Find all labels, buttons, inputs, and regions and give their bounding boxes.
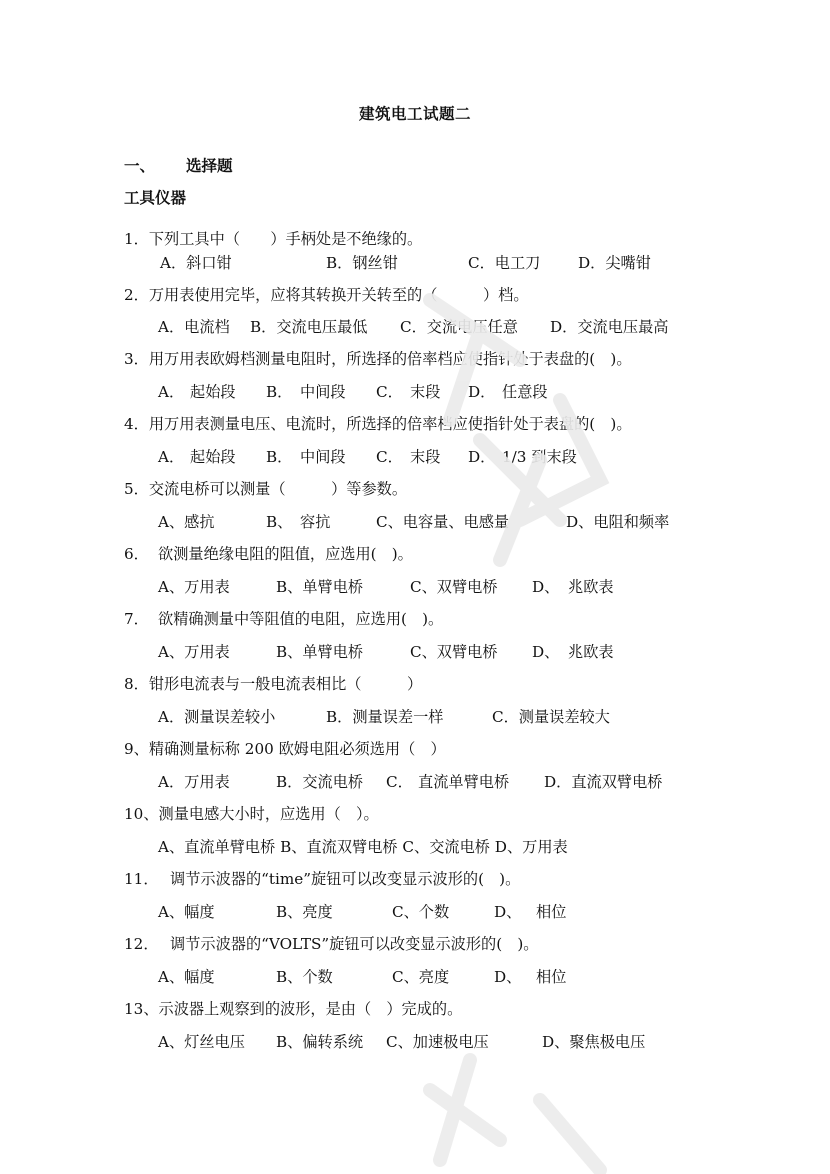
text-segment: A、灯丝电压 — [158, 1033, 245, 1051]
section-label: 选择题 — [186, 157, 233, 175]
text-segment: D、 — [494, 968, 522, 986]
question-line — [0, 608, 830, 632]
text-segment: B．钢丝钳 — [326, 254, 398, 272]
question-line — [0, 413, 830, 437]
text-segment: 10、测量电感大小时，应选用（ ）。 — [124, 805, 379, 823]
text-segment: 相位 — [536, 968, 567, 986]
text-segment: A、万用表 — [158, 643, 230, 661]
text-segment: 相位 — [536, 903, 567, 921]
options-row — [0, 901, 830, 925]
text-segment: C．交流电压任意 — [400, 318, 518, 336]
text-segment: A、幅度 — [158, 968, 215, 986]
options-row — [0, 771, 830, 795]
question-line — [0, 738, 830, 762]
question-line — [0, 836, 830, 860]
options-row — [0, 252, 830, 276]
text-segment: C．测量误差较大 — [492, 708, 610, 726]
text-segment: A．电流档 — [158, 318, 230, 336]
text-segment: 起始段 — [190, 448, 236, 466]
text-segment: B、单臂电桥 — [276, 578, 364, 596]
options-row — [0, 446, 830, 470]
question-line — [0, 933, 830, 957]
text-segment: 5．交流电桥可以测量（ ）等参数。 — [124, 480, 408, 498]
question-line — [0, 673, 830, 697]
text-segment: 11． — [124, 870, 159, 888]
text-segment: 1．下列工具中（ ）手柄处是不绝缘的。 — [124, 230, 423, 248]
text-segment: 中间段 — [300, 383, 346, 401]
text-segment: A．斜口钳 — [160, 254, 232, 272]
text-segment: C．电工刀 — [468, 254, 541, 272]
text-segment: B．测量误差一样 — [326, 708, 444, 726]
text-segment: B、 — [266, 513, 293, 531]
text-segment: 欲精确测量中等阻值的电阻，应选用( )。 — [158, 610, 444, 628]
text-segment: D． — [468, 448, 496, 466]
text-segment: D、 — [532, 643, 560, 661]
text-segment: 3．用万用表欧姆档测量电阻时，所选择的倍率档应使指针处于表盘的( )。 — [124, 350, 632, 368]
text-segment: 兆欧表 — [568, 578, 614, 596]
question-line — [0, 998, 830, 1022]
question-line — [0, 348, 830, 372]
text-segment: D、 — [494, 903, 522, 921]
text-segment: 调节示波器的“time”旋钮可以改变显示波形的( )。 — [170, 870, 521, 888]
text-segment: A． — [158, 383, 185, 401]
text-segment: B． — [266, 448, 293, 466]
text-segment: 7． — [124, 610, 149, 628]
text-segment: D、电阻和频率 — [566, 513, 670, 531]
question-line — [0, 868, 830, 892]
text-segment: B． — [266, 383, 293, 401]
text-segment: 容抗 — [300, 513, 331, 531]
subsection-heading: 工具仪器 — [124, 189, 187, 207]
text-segment: A． — [158, 448, 185, 466]
text-segment: C． — [376, 383, 403, 401]
text-segment: B、偏转系统 — [276, 1033, 364, 1051]
text-segment: B、个数 — [276, 968, 333, 986]
text-segment: 起始段 — [190, 383, 236, 401]
text-segment: 8．钳形电流表与一般电流表相比（ ） — [124, 675, 423, 693]
text-segment: 末段 — [410, 383, 441, 401]
text-segment: C、电容量、电感量 — [376, 513, 510, 531]
text-segment: C、加速极电压 — [386, 1033, 489, 1051]
text-segment: C、亮度 — [392, 968, 450, 986]
text-segment: C、双臂电桥 — [410, 578, 498, 596]
text-segment: C． — [386, 773, 413, 791]
options-row — [0, 381, 830, 405]
text-segment: A．万用表 — [158, 773, 230, 791]
text-segment: A、幅度 — [158, 903, 215, 921]
text-segment: B、亮度 — [276, 903, 333, 921]
section-number: 一、 — [124, 157, 156, 175]
text-segment: A、直流单臂电桥 B、直流双臂电桥 C、交流电桥 D、万用表 — [158, 838, 568, 856]
text-segment: D、 — [532, 578, 560, 596]
text-segment: 中间段 — [300, 448, 346, 466]
options-row — [0, 576, 830, 600]
text-segment: D．直流双臂电桥 — [544, 773, 663, 791]
text-segment: A．测量误差较小 — [158, 708, 276, 726]
question-line — [0, 803, 830, 827]
text-segment: B、单臂电桥 — [276, 643, 364, 661]
text-segment: 13、示波器上观察到的波形，是由（ ）完成的。 — [124, 1000, 463, 1018]
text-segment: 调节示波器的“VOLTS”旋钮可以改变显示波形的( )。 — [170, 935, 539, 953]
text-segment: 6． — [124, 545, 149, 563]
text-segment: 任意段 — [502, 383, 548, 401]
text-segment: C． — [376, 448, 403, 466]
text-segment: 欲测量绝缘电阻的阻值，应选用( )。 — [158, 545, 413, 563]
options-row — [0, 316, 830, 340]
options-row — [0, 641, 830, 665]
question-line — [0, 228, 830, 252]
text-segment: 12． — [124, 935, 159, 953]
options-row — [0, 706, 830, 730]
text-segment: 直流单臂电桥 — [418, 773, 510, 791]
document-title: 建筑电工试题二 — [358, 105, 471, 123]
text-segment: D．尖嘴钳 — [578, 254, 651, 272]
text-segment: 末段 — [410, 448, 441, 466]
text-segment: D．交流电压最高 — [550, 318, 669, 336]
question-line — [0, 478, 830, 502]
text-segment: C、双臂电桥 — [410, 643, 498, 661]
text-segment: A、感抗 — [158, 513, 215, 531]
text-segment: B．交流电桥 — [276, 773, 364, 791]
text-segment: C、个数 — [392, 903, 450, 921]
options-row — [0, 1031, 830, 1055]
options-row — [0, 511, 830, 535]
options-row — [0, 966, 830, 990]
text-segment: D． — [468, 383, 496, 401]
question-line — [0, 543, 830, 567]
question-line — [0, 284, 830, 308]
text-segment: A、万用表 — [158, 578, 230, 596]
text-segment: 9、精确测量标称 200 欧姆电阻必须选用（ ） — [124, 740, 446, 758]
text-segment: 4．用万用表测量电压、电流时，所选择的倍率档应使指针处于表盘的( )。 — [124, 415, 632, 433]
section-heading — [124, 154, 233, 176]
text-segment: 2．万用表使用完毕，应将其转换开关转至的（ ）档。 — [124, 286, 529, 304]
text-segment: 兆欧表 — [568, 643, 614, 661]
text-segment: B．交流电压最低 — [250, 318, 368, 336]
text-segment: 1/3 到末段 — [502, 448, 577, 466]
text-segment: D、聚焦极电压 — [542, 1033, 646, 1051]
